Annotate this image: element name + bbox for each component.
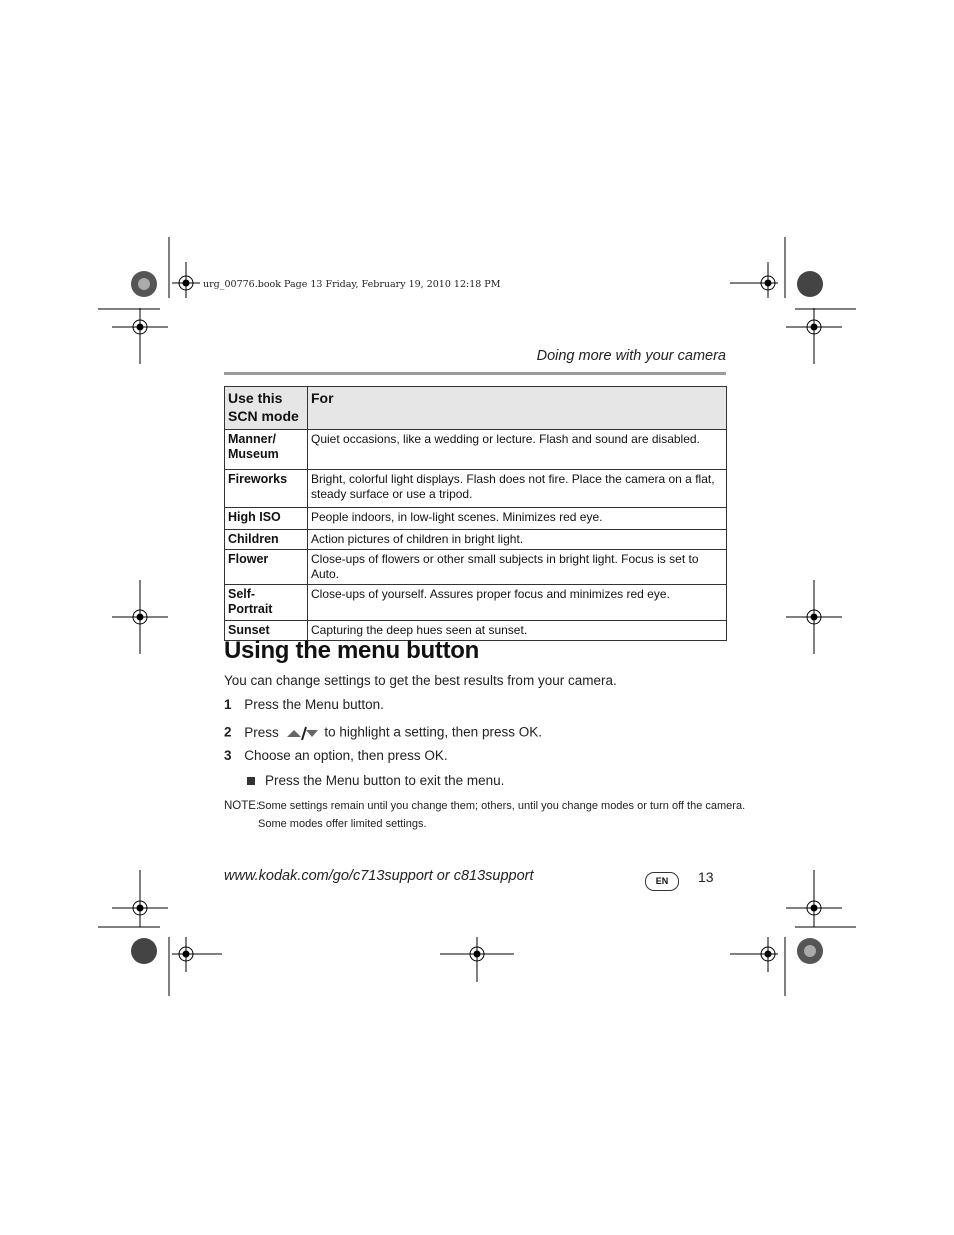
table-row (225, 508, 727, 530)
description-cell: Quiet occasions, like a wedding or lecture. Flash and sound are disabled. (308, 430, 727, 470)
step-2 (224, 724, 542, 742)
bullet-item (247, 773, 504, 788)
description-cell: Capturing the deep hues seen at sunset. (308, 621, 727, 641)
scn-mode-table (224, 386, 727, 641)
step-text: Press the Menu button. (244, 697, 384, 712)
table-row (225, 470, 727, 508)
header-rule (224, 372, 726, 375)
up-down-arrows-icon (285, 724, 319, 742)
description-cell: Action pictures of children in bright light. (308, 530, 727, 550)
section-title: Using the menu button (224, 637, 480, 664)
note-label: NOTE: (224, 800, 260, 812)
mode-cell: Children (225, 530, 308, 550)
column-header-mode: Use this SCN mode (225, 387, 308, 430)
step-3 (224, 748, 448, 763)
bullet-text: Press the Menu button to exit the menu. (265, 773, 505, 788)
mode-cell: Manner/ Museum (225, 430, 308, 470)
description-cell: Close-ups of flowers or other small subjects in bright light. Focus is set to Auto. (308, 550, 727, 585)
note-text (258, 797, 745, 833)
mode-cell: High ISO (225, 508, 308, 530)
square-bullet-icon (247, 777, 255, 785)
column-header-for: For (308, 387, 727, 430)
language-badge: EN (645, 872, 679, 891)
step-text-post: to highlight a setting, then press OK. (324, 724, 542, 740)
mode-cell: Sunset (225, 621, 308, 641)
step-number: 2 (224, 724, 232, 740)
print-slug: urg_00776.book Page 13 Friday, February 19, 2010 12:18 PM (203, 279, 501, 290)
description-cell: Bright, colorful light displays. Flash does not fire. Place the camera on a flat, steady surface or use a tripod. (308, 470, 727, 508)
description-cell: People indoors, in low-light scenes. Minimizes red eye. (308, 508, 727, 530)
table-row (225, 430, 727, 470)
step-number: 1 (224, 697, 232, 712)
step-text: Choose an option, then press OK. (244, 748, 448, 763)
description-cell: Close-ups of yourself. Assures proper focus and minimizes red eye. (308, 585, 727, 621)
table-row (225, 585, 727, 621)
mode-cell: Fireworks (225, 470, 308, 508)
running-head: Doing more with your camera (536, 348, 726, 364)
intro-text: You can change settings to get the best results from your camera. (224, 673, 617, 688)
step-1 (224, 697, 384, 712)
mode-cell: Flower (225, 550, 308, 585)
note-line: Some settings remain until you change them; others, until you change modes or turn off the camera. (258, 800, 746, 812)
footer-url: www.kodak.com/go/c713support or c813support (224, 868, 534, 884)
note-line: Some modes offer limited settings. (258, 818, 427, 830)
step-text-pre: Press (244, 724, 279, 740)
table-row (225, 550, 727, 585)
step-number: 3 (224, 748, 232, 763)
mode-cell: Self- Portrait (225, 585, 308, 621)
table-row (225, 530, 727, 550)
table-header-row (225, 387, 727, 430)
page-number: 13 (698, 869, 714, 885)
